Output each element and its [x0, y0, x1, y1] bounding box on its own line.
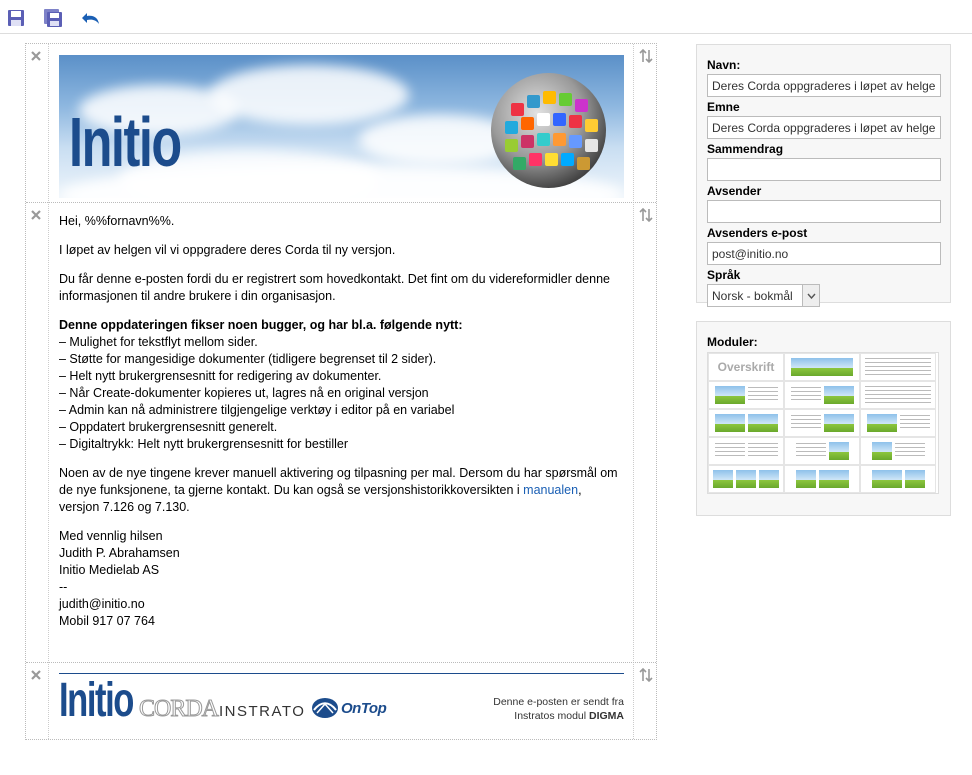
module-two-images[interactable]	[708, 409, 784, 437]
email-editor	[25, 43, 657, 740]
modules-label: Moduler:	[707, 335, 758, 349]
close-icon[interactable]	[28, 207, 44, 223]
signature-line: judith@initio.no	[59, 597, 145, 611]
app-globe-image	[491, 73, 606, 188]
footer-block[interactable]	[26, 663, 656, 739]
signature-line: Med vennlig hilsen	[59, 529, 163, 543]
email-body[interactable]	[59, 213, 624, 630]
signature-line: --	[59, 580, 68, 594]
move-icon[interactable]	[638, 667, 654, 683]
image-placeholder-icon	[872, 442, 892, 460]
language-select-value: Norsk - bokmål	[712, 289, 793, 303]
save-icon[interactable]	[5, 8, 27, 28]
footer-divider	[59, 673, 624, 674]
features-section	[59, 317, 624, 453]
signature-line: Initio Medielab AS	[59, 563, 160, 577]
paragraph: Du får denne e-posten fordi du er registrert som hovedkontakt. Det fint om du videreformidler denne informasjonen til andre brukere i din organisasjon.	[59, 272, 610, 303]
image-placeholder-icon	[872, 470, 902, 488]
text-placeholder-icon	[748, 387, 778, 403]
image-placeholder-icon	[824, 386, 854, 404]
signature	[59, 528, 624, 630]
module-text-image-right[interactable]	[784, 381, 860, 409]
module-grid	[707, 352, 939, 494]
initio-logo: Initio	[69, 103, 181, 181]
text-placeholder-icon	[895, 443, 925, 459]
signature-line: Judith P. Abrahamsen	[59, 546, 180, 560]
text-placeholder-icon	[791, 387, 821, 403]
digma-label: DIGMA	[589, 710, 624, 722]
module-wide-image-image[interactable]	[860, 465, 936, 493]
instrato-logo: INSTRATO	[219, 703, 306, 720]
move-icon[interactable]	[638, 48, 654, 64]
header-banner-image	[59, 55, 624, 198]
module-image-text[interactable]	[860, 409, 936, 437]
close-icon[interactable]	[28, 48, 44, 64]
feature-item: – Mulighet for tekstflyt mellom sider.	[59, 335, 258, 349]
sender-field[interactable]	[707, 200, 941, 223]
module-heading-label: Overskrift	[717, 360, 775, 374]
sender-label: Avsender	[707, 184, 762, 198]
ontop-logo-text: OnTop	[341, 699, 387, 717]
footer-note-line	[426, 709, 624, 723]
corda-logo: CORDA	[139, 696, 219, 722]
footer-note-line: Denne e-posten er sendt fra	[493, 696, 624, 708]
name-label: Navn:	[707, 58, 741, 72]
module-wide-image[interactable]	[784, 353, 860, 381]
paragraph-text: , versjon 7.126 og 7.130.	[59, 483, 582, 514]
paragraph: I løpet av helgen vil vi oppgradere deres Corda til ny versjon.	[59, 243, 396, 257]
feature-item: – Oppdatert brukergrensesnitt generelt.	[59, 420, 278, 434]
image-placeholder-icon	[715, 386, 745, 404]
image-placeholder-icon	[715, 414, 745, 432]
module-image-left-text[interactable]	[708, 381, 784, 409]
language-label: Språk	[707, 268, 741, 282]
chevron-down-icon	[802, 285, 819, 306]
toolbar	[0, 0, 972, 34]
text-placeholder-icon	[900, 415, 930, 431]
image-placeholder-icon	[713, 470, 733, 488]
greeting-text: Hei, %%fornavn%%.	[59, 214, 175, 228]
module-small-image-text[interactable]	[860, 437, 936, 465]
signature-line: Mobil 917 07 764	[59, 614, 155, 628]
paragraph	[59, 465, 624, 516]
move-icon[interactable]	[638, 207, 654, 223]
module-three-images[interactable]	[708, 465, 784, 493]
text-placeholder-icon	[865, 358, 931, 376]
text-placeholder-icon	[791, 415, 821, 431]
image-placeholder-icon	[829, 442, 849, 460]
language-select[interactable]	[707, 284, 820, 307]
close-icon[interactable]	[28, 667, 44, 683]
feature-item: – Når Create-dokumenter kopieres ut, lagres nå en original versjon	[59, 386, 429, 400]
text-placeholder-icon	[796, 443, 826, 459]
properties-panel	[696, 44, 951, 303]
footer-note	[426, 695, 624, 723]
image-placeholder-icon	[819, 470, 849, 488]
module-text[interactable]	[860, 381, 936, 409]
save-as-icon[interactable]	[42, 8, 64, 28]
summary-field[interactable]	[707, 158, 941, 181]
ontop-logo	[311, 697, 386, 719]
subject-field[interactable]	[707, 116, 941, 139]
text-placeholder-icon	[715, 443, 745, 459]
text-block[interactable]	[26, 203, 656, 663]
sender-email-label: Avsenders e-post	[707, 226, 808, 240]
manual-link[interactable]: manualen	[523, 483, 579, 497]
feature-item: – Helt nytt brukergrensesnitt for redigering av dokumenter.	[59, 369, 382, 383]
footer-note-text: Instratos modul	[514, 710, 589, 722]
feature-item: – Digitaltrykk: Helt nytt brukergrensesnitt for bestiller	[59, 437, 348, 451]
module-text[interactable]	[860, 353, 936, 381]
module-heading[interactable]	[708, 353, 784, 381]
image-placeholder-icon	[796, 470, 816, 488]
module-two-text[interactable]	[708, 437, 784, 465]
module-text-image[interactable]	[784, 409, 860, 437]
header-block[interactable]	[26, 44, 656, 203]
image-placeholder-icon	[824, 414, 854, 432]
summary-label: Sammendrag	[707, 142, 784, 156]
image-placeholder-icon	[736, 470, 756, 488]
text-placeholder-icon	[865, 386, 931, 404]
image-placeholder-icon	[759, 470, 779, 488]
subject-label: Emne	[707, 100, 740, 114]
ontop-emblem-icon	[311, 697, 339, 719]
image-placeholder-icon	[905, 470, 925, 488]
modules-panel	[696, 321, 951, 516]
image-placeholder-icon	[867, 414, 897, 432]
module-text-small-image[interactable]	[784, 437, 860, 465]
module-image-wide-image[interactable]	[784, 465, 860, 493]
name-field[interactable]	[707, 74, 941, 97]
text-placeholder-icon	[748, 443, 778, 459]
feature-item: – Støtte for mangesidige dokumenter (tidligere begrenset til 2 sider).	[59, 352, 437, 366]
initio-logo: Initio	[59, 674, 133, 727]
image-placeholder-icon	[791, 358, 853, 376]
paragraph-text: Noen av de nye tingene krever manuell aktivering og tilpasning per mal. Dersom du har spørsmål om de nye funksjonene, ta gjerne kontakt. Du kan også se versjonshistorikkoversikten i	[59, 466, 618, 497]
feature-item: – Admin kan nå administrere tilgjengelige verktøy i editor på en variabel	[59, 403, 455, 417]
features-heading: Denne oppdateringen fikser noen bugger, og har bl.a. følgende nytt:	[59, 318, 463, 332]
undo-icon[interactable]	[80, 8, 102, 28]
image-placeholder-icon	[748, 414, 778, 432]
sender-email-field[interactable]	[707, 242, 941, 265]
